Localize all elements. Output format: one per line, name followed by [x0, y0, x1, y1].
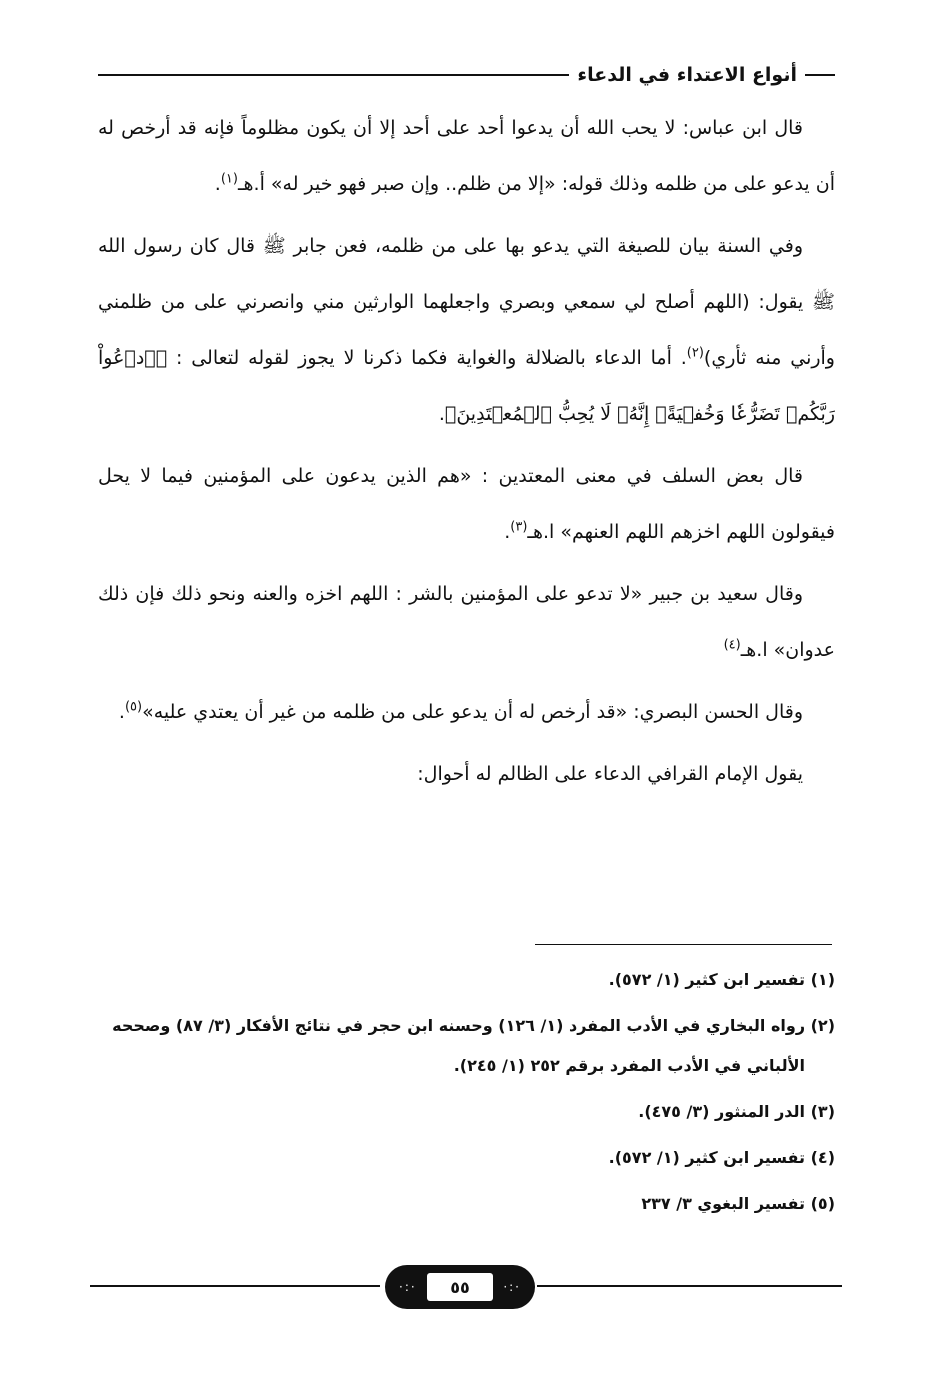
paragraph [98, 218, 835, 442]
footnote-continuation: الألباني في الأدب المفرد برقم ٢٥٢ (١/ ٢٤٥). [453, 1056, 805, 1075]
paragraph-text: وقال سعيد بن جبير «لا تدعو على المؤمنين بالشر : اللهم اخزه والعنه ونحو ذلك فإن ذلك عدوان» ا.هـ [98, 583, 835, 661]
paragraph-text: وقال الحسن البصري: «قد أرخص له أن يدعو على من ظلمه من غير أن يعتدي عليه» [142, 701, 803, 723]
paragraph-text: قال بعض السلف في معنى المعتدين : «هم الذين يدعون على المؤمنين فيما لا يحل فيقولون اللهم اخزهم اللهم العنهم» ا.هـ [98, 465, 835, 543]
header-title: أنواع الاعتداء في الدعاء [577, 64, 797, 86]
paragraph [98, 746, 835, 802]
paragraph [98, 684, 835, 740]
paragraph-tail: . [504, 521, 511, 543]
paragraph-text: قال ابن عباس: لا يحب الله أن يدعوا أحد على أحد إلا أن يكون مظلوماً فإنه قد أرخص له أن يدعو على من ظلمه وذلك قوله: «إلا من ظلم.. وإن صبر فهو خير له» أ.هـ [98, 117, 835, 195]
page-number-box [427, 1273, 493, 1301]
footnote [98, 960, 835, 1000]
footnote [98, 1092, 835, 1132]
footnote-text: (٣) الدر المنثور (٣/ ٤٧٥). [638, 1102, 835, 1121]
paragraph-tail: . [118, 701, 125, 723]
ornament-dots-icon: ·:· [503, 1280, 521, 1294]
paragraph-text: يقول الإمام القرافي الدعاء على الظالم له أحوال: [417, 763, 803, 785]
paragraph [98, 566, 835, 678]
page-footer [90, 1265, 842, 1309]
page-number: ٥٥ [450, 1277, 470, 1297]
footnote-separator [535, 944, 832, 945]
paragraph-text: وفي السنة بيان للصيغة التي يدعو بها على من ظلمه، فعن جابر ﷺ قال كان رسول الله ﷺ يقول: (اللهم أصلح لي سمعي وبصري واجعلهما الوارثين مني وانصرني على من ظلمني وأرني منه ثأري) [98, 235, 835, 369]
paragraph [98, 448, 835, 560]
footnote-text: (٤) تفسير ابن كثير (١/ ٥٧٢). [608, 1148, 835, 1167]
paragraph-tail: . [214, 173, 221, 195]
footnote [98, 1138, 835, 1178]
footnote [98, 1006, 835, 1086]
footnote-ref: (١) [220, 171, 238, 187]
footnote-ref: (٣) [510, 519, 528, 535]
footnote-ref: (٤) [723, 637, 741, 653]
footer-rule-left [90, 1285, 380, 1287]
header-rule [98, 74, 569, 76]
footnote-text: (٥) تفسير البغوي ٣/ ٢٣٧ [641, 1194, 835, 1213]
footnote-text: (٢) رواه البخاري في الأدب المفرد (١/ ١٢٦) وحسنه ابن حجر في نتائج الأفكار (٣/ ٨٧) وصححه [112, 1016, 835, 1035]
paragraph [98, 100, 835, 212]
footnotes [98, 960, 835, 1230]
paragraph-tail: . أما الدعاء بالضلالة والغواية فكما ذكرنا لا يجوز لقوله لتعالى : ﴿ٱدۡعُواْ رَبَّكُمۡ تَضَرُّعٗا وَخُفۡيَةًۚ إِنَّهُۥ لَا يُحِبُّ ٱلۡمُعۡتَدِينَ﴾. [98, 347, 835, 425]
header-dash [805, 74, 835, 76]
running-header [98, 58, 835, 92]
footnote-ref: (٥) [124, 699, 143, 715]
ornament-dots-icon: ·:· [399, 1280, 417, 1294]
main-text [98, 100, 835, 808]
footnote-text: (١) تفسير ابن كثير (١/ ٥٧٢). [608, 970, 835, 989]
footnote-ref: (٢) [686, 345, 704, 361]
footnote [98, 1184, 835, 1224]
page-number-badge [385, 1265, 535, 1309]
footer-rule-right [537, 1285, 842, 1287]
